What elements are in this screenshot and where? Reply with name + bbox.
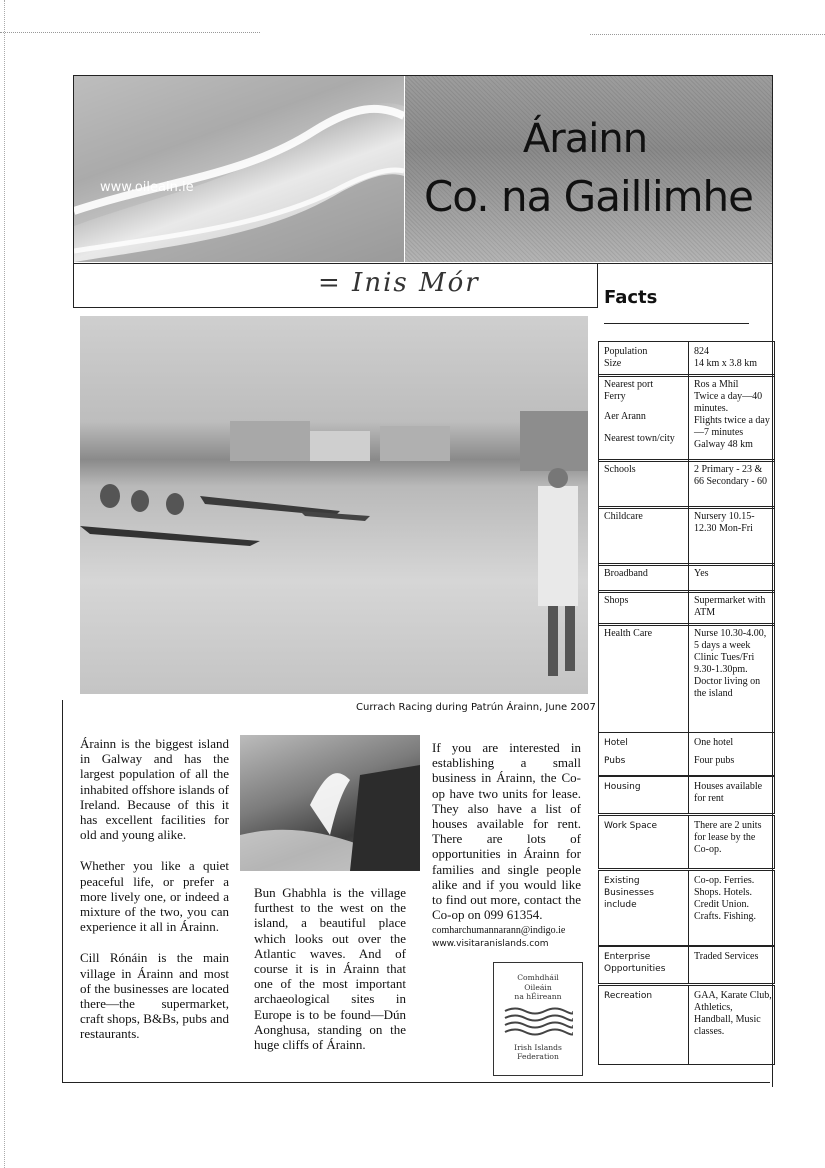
- facts-row-businesses: [598, 870, 775, 946]
- scan-edge-line: [590, 34, 825, 35]
- column2-paragraph1: Bun Ghabhla is the village furthest to the west on the island, a beautiful place which looks out over the Atlantic waves. And of course it is in Árainn that one of the most important archaeological sites in Europe is to be found—Dún Aonghusa, standing on the huge cliffs of Árainn.: [254, 885, 406, 1053]
- facts-heading: Facts: [604, 287, 658, 308]
- facts-value: Four pubs: [694, 755, 735, 766]
- facts-value: Nurse 10.30-4.00, 5 days a week Clinic Tues/Fri 9.30-1.30pm. Doctor living on the island: [694, 628, 767, 699]
- facts-value: Nursery 10.15-12.30 Mon-Fri: [694, 511, 755, 534]
- facts-label: Population: [604, 346, 648, 357]
- facts-label: Existing Businesses include: [604, 876, 654, 910]
- facts-row-population: [598, 341, 775, 377]
- facts-value: Traded Services: [694, 951, 759, 962]
- facts-value: 2 Primary - 23 & 66 Secondary - 60: [694, 464, 768, 487]
- facts-label: Housing: [604, 782, 641, 792]
- facts-value: Co-op. Ferries. Shops. Hotels. Credit Union. Crafts. Fishing.: [694, 875, 756, 922]
- tourism-website: www.visitaranislands.com: [432, 939, 549, 950]
- facts-label: Schools: [604, 464, 636, 475]
- photo-caption: Currach Racing during Patrún Árainn, June 2007: [356, 702, 596, 713]
- facts-label: Ferry: [604, 391, 626, 402]
- logo-line4: Irish Islands: [514, 1042, 562, 1052]
- column-1: [80, 736, 229, 1058]
- facts-value: There are 2 units for lease by the Co-op.: [694, 820, 762, 855]
- page-title-line1: Árainn: [522, 116, 648, 162]
- facts-label: Shops: [604, 595, 629, 606]
- wave-emblem-icon: [503, 1005, 573, 1041]
- facts-row-childcare: [598, 506, 775, 566]
- facts-value: Houses available for rent: [694, 781, 763, 804]
- facts-label: Nearest town/city: [604, 433, 675, 444]
- facts-value: 824: [694, 346, 709, 357]
- logo-line5: Federation: [517, 1052, 559, 1061]
- facts-row-recreation: [598, 985, 775, 1065]
- facts-label: Aer Arann: [604, 411, 646, 422]
- facts-label: Broadband: [604, 568, 648, 579]
- facts-label: Size: [604, 358, 622, 369]
- facts-underline: [604, 323, 749, 324]
- facts-label: Work Space: [604, 821, 658, 831]
- facts-row-transport: [598, 374, 775, 462]
- coop-email: comharchumannarann@indigo.ie: [432, 925, 566, 937]
- scan-edge-line: [4, 0, 5, 1168]
- header-title-panel: [405, 76, 772, 262]
- facts-row-broadband: [598, 563, 775, 593]
- facts-label: Nearest port: [604, 379, 654, 390]
- header-website: www.oileain.ie: [100, 180, 194, 195]
- column1-paragraph2: Whether you like a quiet peaceful life, or prefer a more lively one, or indeed a mixture of the two, you can experience it all in Árainn.: [80, 858, 229, 935]
- facts-label: Health Care: [604, 628, 653, 639]
- facts-row-shops: [598, 590, 775, 626]
- facts-row-enterprise: [598, 946, 775, 984]
- irish-islands-federation-logo: [493, 962, 583, 1076]
- column1-paragraph1: Árainn is the biggest island in Galway and has the largest population of all the inhabited offshore islands of Ireland. Because of this it has excellent facilities for old and young alike.: [80, 736, 229, 843]
- facts-value: 14 km x 3.8 km: [694, 358, 758, 369]
- column1-paragraph3: Cill Rónáin is the main village in Árainn and most of the businesses are located there—the supermarket, craft shops, B&Bs, pubs and restaurants.: [80, 950, 229, 1042]
- scan-edge-line: [0, 32, 260, 33]
- header-banner-image: [74, 76, 404, 262]
- facts-row-hotel-pubs: [598, 732, 775, 776]
- facts-label: Recreation: [604, 991, 653, 1001]
- page-title-line2: Co. na Gaillimhe: [423, 172, 754, 221]
- facts-label: Pubs: [604, 756, 626, 766]
- column-3: [432, 740, 581, 951]
- logo-line3: na hÉireann: [514, 992, 562, 1001]
- facts-label: Enterprise Opportunities: [604, 952, 666, 974]
- handwritten-note: = Inis Mór: [318, 268, 480, 298]
- facts-value: Yes: [694, 568, 709, 579]
- currach-racing-photo: [80, 316, 588, 694]
- facts-value: Ros a Mhíl: [694, 379, 739, 390]
- column3-paragraph1: If you are interested in establishing a small business in Árainn, the Co-op have two units for lease. They also have a list of houses available for rent. There are lots of opportunities in Árainn for families and single people alike and if you would like to find out more, contact the Co-op on 099 61354.: [432, 740, 581, 923]
- facts-value: One hotel: [694, 737, 734, 748]
- header-bottom-rule: [73, 263, 773, 264]
- facts-row-housing: [598, 776, 775, 814]
- facts-value: Flights twice a day—7 minutes: [694, 415, 770, 438]
- facts-row-health: [598, 623, 775, 733]
- facts-divider: [597, 263, 598, 307]
- logo-line1: Comhdháil: [517, 973, 559, 982]
- facts-value: Galway 48 km: [694, 439, 753, 450]
- facts-row-schools: [598, 459, 775, 509]
- logo-line2: Oileáin: [524, 982, 552, 992]
- column-2: [254, 885, 406, 1068]
- facts-value: Supermarket with ATM: [694, 595, 766, 618]
- frame-bottom: [62, 1082, 770, 1083]
- frame-left-lower: [62, 700, 63, 1082]
- note-bottom-rule: [73, 307, 598, 308]
- facts-value: Twice a day—40 minutes.: [694, 391, 763, 414]
- facts-value: GAA, Karate Club, Athletics, Handball, Music classes.: [694, 990, 772, 1037]
- facts-row-workspace: [598, 815, 775, 869]
- facts-label: Childcare: [604, 511, 643, 522]
- facts-label: Hotel: [604, 738, 628, 748]
- dun-aonghusa-wave-photo: [240, 735, 420, 871]
